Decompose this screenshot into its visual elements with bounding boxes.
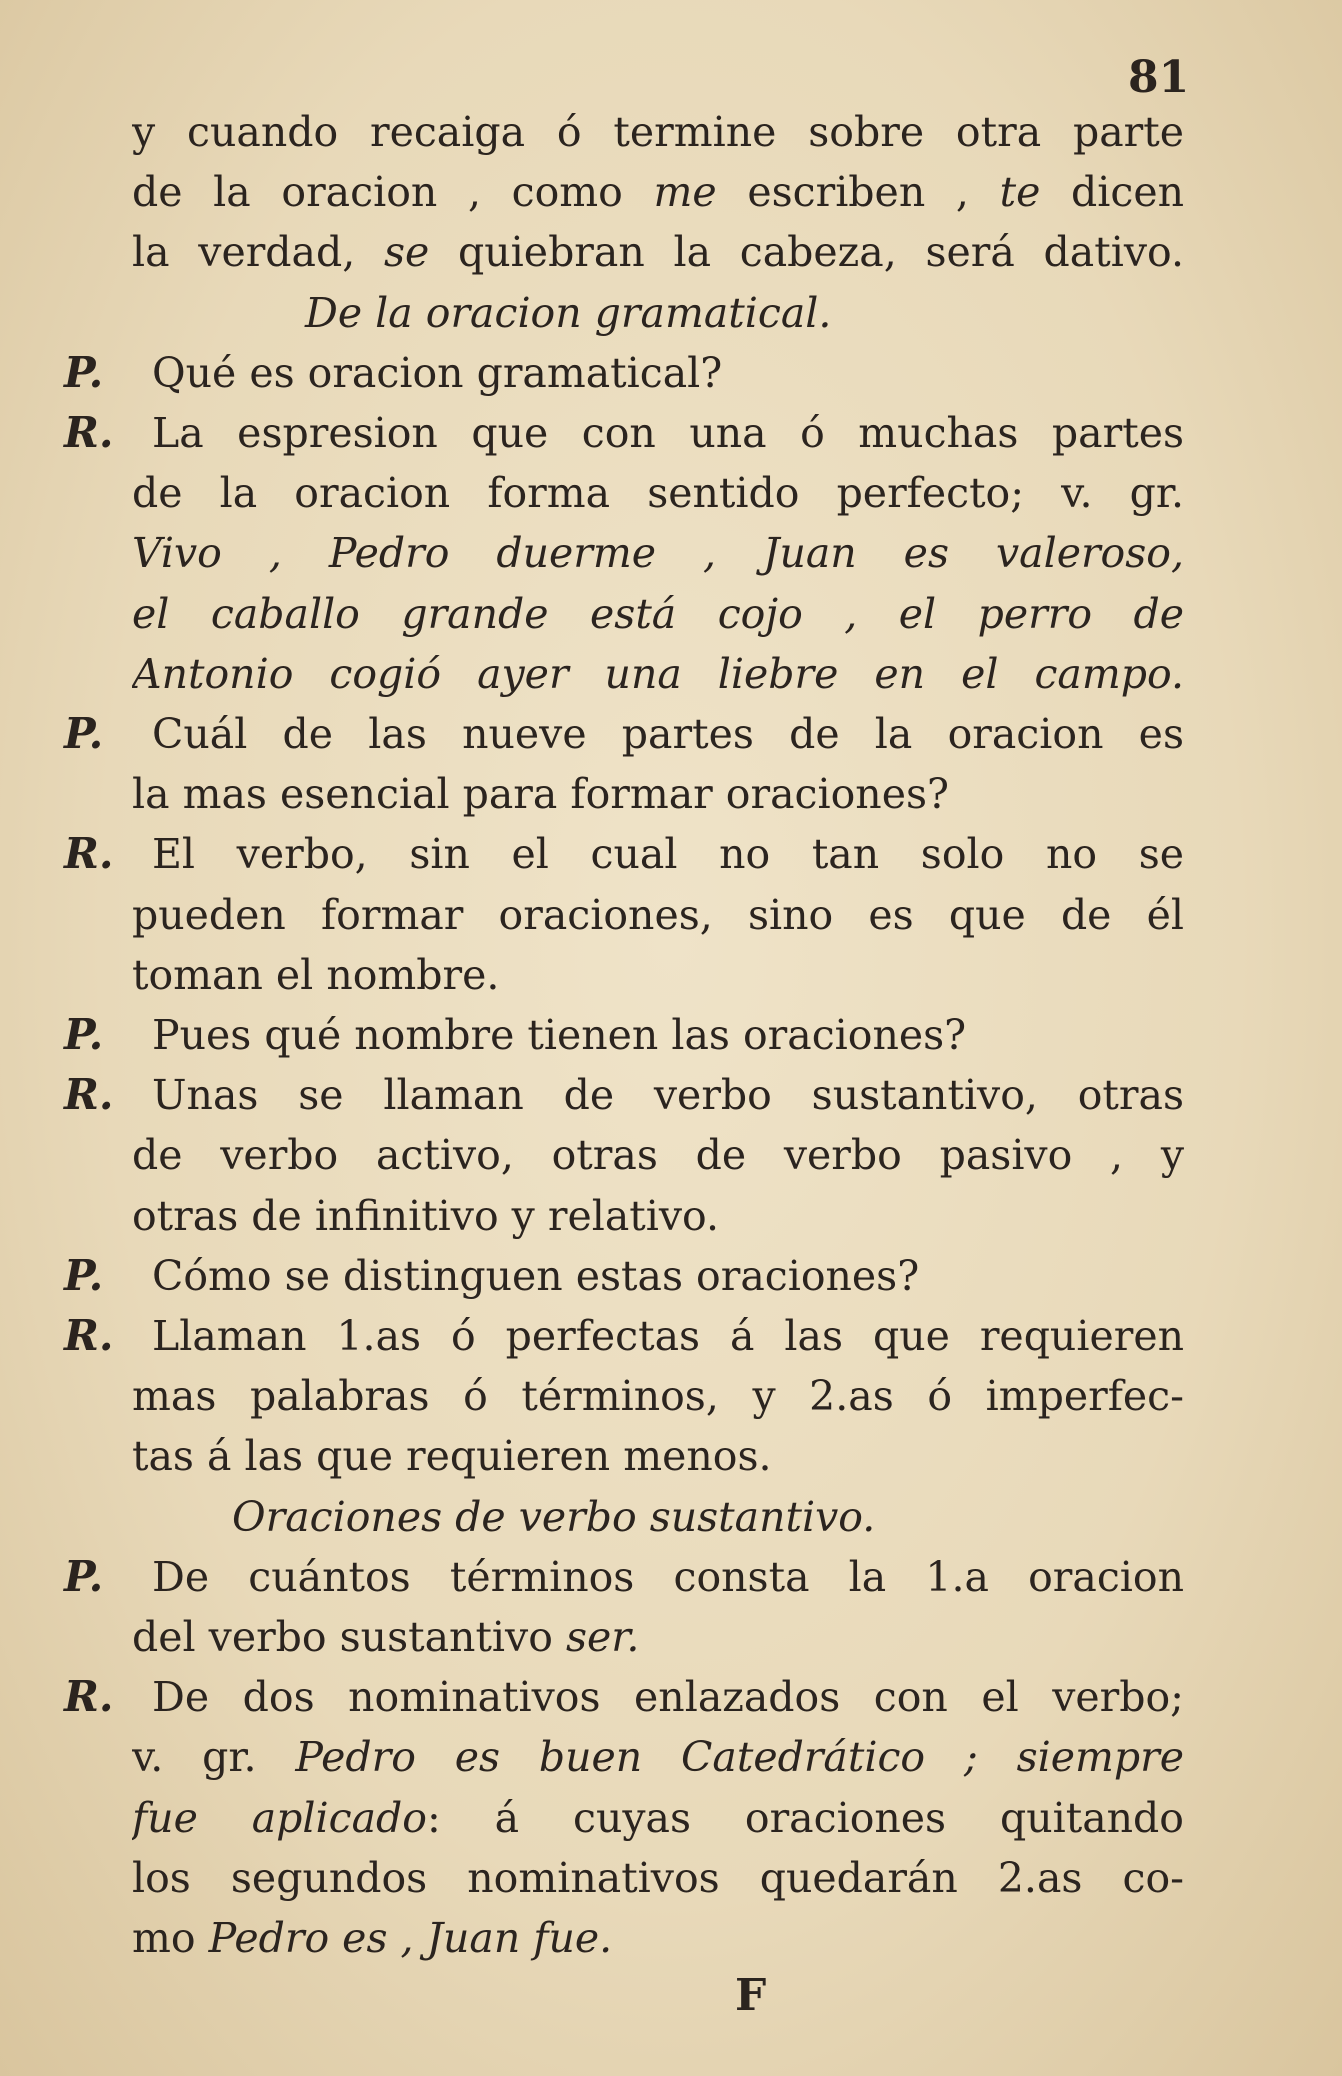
text-segment: pueden formar oraciones, sino es que de él xyxy=(132,890,1184,939)
text-line xyxy=(132,102,1184,162)
signature-mark: F xyxy=(735,1970,767,2021)
text-line xyxy=(152,1667,1184,1727)
text-segment: de la oracion forma sentido perfecto; v. gr. xyxy=(132,469,1184,518)
text-line xyxy=(152,824,1184,884)
question-marker: P. xyxy=(64,1010,104,1059)
answer-marker: R. xyxy=(64,829,114,879)
italic-text: ser. xyxy=(565,1613,640,1661)
text-segment: Pues qué nombre tienen las oraciones? xyxy=(152,1011,967,1059)
text-line xyxy=(132,162,1184,222)
section-heading xyxy=(305,283,831,343)
text-segment: toman el nombre. xyxy=(132,950,500,999)
text-line xyxy=(152,403,1184,463)
text-line xyxy=(132,1125,1184,1185)
text-line xyxy=(132,885,1184,945)
text-segment: quiebran la cabeza, será dativo. xyxy=(429,228,1184,277)
text-line xyxy=(132,1426,772,1486)
text-segment: De dos nominativos enlazados con el verbo; xyxy=(152,1673,1184,1722)
question-marker: P. xyxy=(64,347,104,397)
answer-marker: R. xyxy=(64,1672,114,1722)
text-segment: : á cuyas oraciones quitando xyxy=(426,1793,1184,1842)
text-line xyxy=(132,1727,1184,1787)
text-segment: la verdad, xyxy=(132,228,384,277)
text-segment: y cuando recaiga ó termine sobre otra parte xyxy=(132,108,1184,156)
text-segment: Cómo se distinguen estas oraciones? xyxy=(152,1251,920,1300)
text-segment: El verbo, sin el cual no tan solo no se xyxy=(152,830,1184,879)
text-segment: La espresion que con una ó muchas partes xyxy=(152,409,1184,457)
text-line xyxy=(152,1306,1184,1366)
italic-text: Vivo , Pedro duerme , Juan es valeroso, xyxy=(132,529,1184,578)
text-line xyxy=(132,584,1184,644)
text-line xyxy=(152,704,1184,764)
answer-marker: R. xyxy=(64,1311,114,1360)
italic-text: te xyxy=(999,168,1041,217)
text-line xyxy=(132,945,499,1005)
text-line xyxy=(132,1848,1184,1908)
text-line xyxy=(132,222,1184,282)
italic-text: Oraciones de verbo sustantivo. xyxy=(232,1492,876,1541)
text-line xyxy=(152,1547,1184,1607)
section-heading xyxy=(232,1487,875,1547)
text-line xyxy=(152,343,722,403)
text-segment: de verbo activo, otras de verbo pasivo , y xyxy=(132,1131,1184,1180)
text-segment: Qué es oracion gramatical? xyxy=(152,348,723,397)
question-marker: P. xyxy=(64,1250,104,1300)
italic-text: De la oracion gramatical. xyxy=(305,288,832,337)
text-segment: mo xyxy=(132,1914,209,1962)
text-line xyxy=(152,1065,1184,1125)
text-segment: mas palabras ó términos, y 2.as ó imperfec- xyxy=(132,1372,1184,1421)
text-line xyxy=(132,764,949,824)
text-segment: De cuántos términos consta la 1.a oracion xyxy=(152,1552,1184,1601)
text-segment: Unas se llaman de verbo sustantivo, otras xyxy=(152,1071,1184,1120)
answer-marker: R. xyxy=(64,408,114,457)
text-line xyxy=(132,1607,639,1667)
text-segment: del verbo sustantivo xyxy=(132,1613,566,1661)
text-segment: tas á las que requieren menos. xyxy=(132,1432,772,1481)
text-line xyxy=(132,644,1184,704)
text-segment: dicen xyxy=(1040,168,1184,217)
italic-text: Antonio cogió ayer una liebre en el campo. xyxy=(132,649,1184,698)
text-segment: Cuál de las nueve partes de la oracion es xyxy=(152,710,1184,758)
italic-text: fue aplicado xyxy=(132,1793,427,1842)
text-line xyxy=(132,1788,1184,1848)
text-line xyxy=(132,463,1184,523)
text-segment: otras de infinitivo y relativo. xyxy=(132,1191,720,1240)
text-line xyxy=(132,1908,612,1968)
text-segment: la mas esencial para formar oraciones? xyxy=(132,770,949,819)
answer-marker: R. xyxy=(64,1070,114,1120)
text-line xyxy=(152,1005,966,1065)
question-marker: P. xyxy=(64,1551,104,1601)
text-segment: los segundos nominativos quedarán 2.as co- xyxy=(132,1853,1184,1902)
text-line xyxy=(132,523,1184,583)
italic-text: Pedro es , Juan fue. xyxy=(208,1914,613,1962)
italic-text: Pedro es buen Catedrático ; siempre xyxy=(295,1733,1184,1782)
text-segment: v. gr. xyxy=(132,1733,296,1782)
text-segment: de la oracion , como xyxy=(132,168,654,217)
question-marker: P. xyxy=(64,709,104,758)
text-segment: Llaman 1.as ó perfectas á las que requieren xyxy=(152,1312,1184,1360)
text-line xyxy=(132,1186,719,1246)
text-line xyxy=(152,1246,919,1306)
italic-text: me xyxy=(653,168,717,217)
page-number: 81 xyxy=(1128,52,1190,103)
italic-text: se xyxy=(384,228,430,277)
italic-text: el caballo grande está cojo , el perro de xyxy=(132,589,1184,638)
text-segment: escriben , xyxy=(716,168,1000,217)
text-line xyxy=(132,1366,1184,1426)
